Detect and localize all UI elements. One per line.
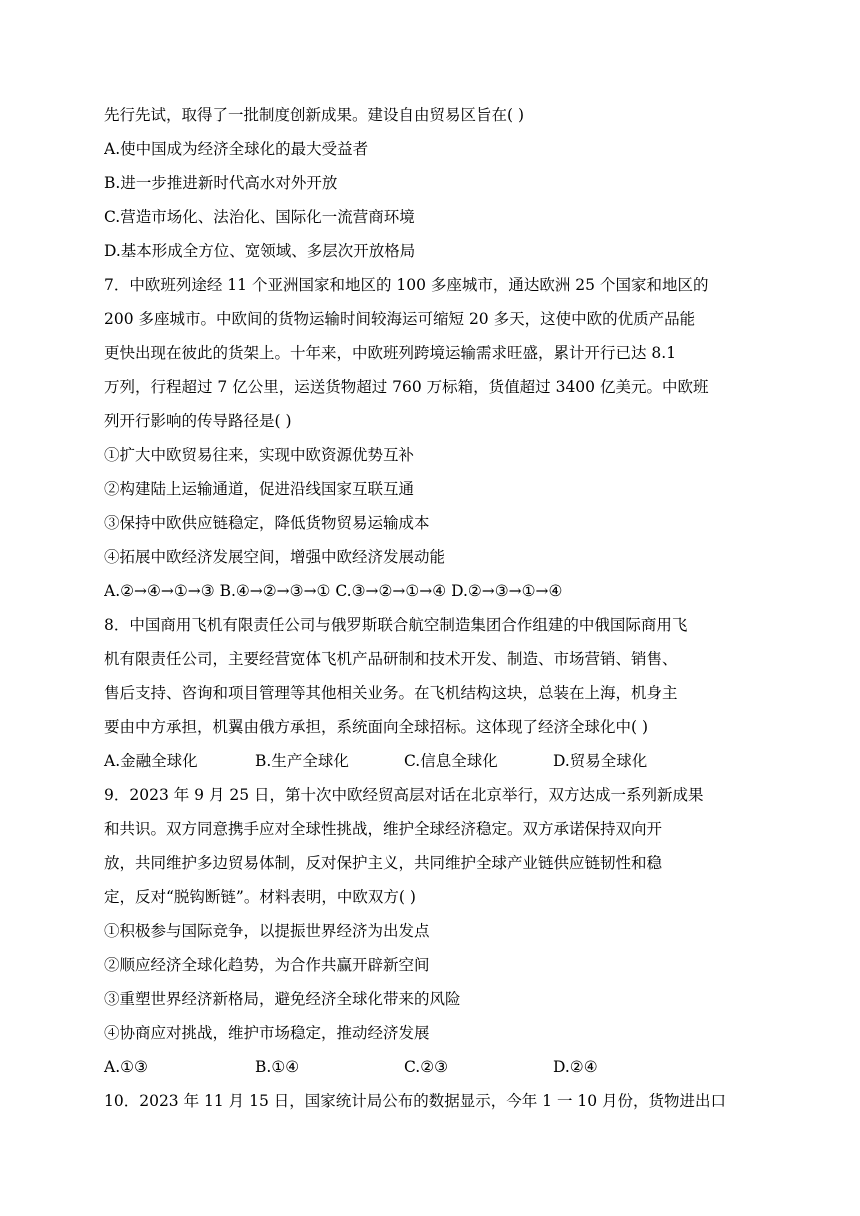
q9-option-a: A.①③ bbox=[104, 1058, 148, 1076]
q8-option-c: C.信息全球化 bbox=[404, 752, 498, 770]
text-line: ①扩大中欧贸易往来，实现中欧资源优势互补 bbox=[104, 446, 415, 464]
question-7-options: A.②→④→①→③ B.④→②→③→① C.③→②→①→④ D.②→③→①→④ bbox=[104, 582, 563, 600]
q8-option-a: A.金融全球化 bbox=[104, 752, 198, 770]
q9-option-d: D.②④ bbox=[553, 1058, 598, 1076]
text-line: D.基本形成全方位、宽领域、多层次开放格局 bbox=[104, 242, 416, 260]
q8-option-b: B.生产全球化 bbox=[255, 752, 349, 770]
question-9-text: 9．2023 年 9 月 25 日，第十次中欧经贸高层对话在北京举行，双方达成一系列新成果 bbox=[104, 786, 704, 804]
q9-option-c: C.②③ bbox=[404, 1058, 449, 1076]
text-line: 机有限责任公司，主要经营宽体飞机产品研制和技术开发、制造、市场营销、销售、 bbox=[104, 650, 678, 668]
text-line: 放，共同维护多边贸易体制，反对保护主义，共同维护全球产业链供应链韧性和稳 bbox=[104, 854, 663, 872]
question-7-text: 7．中欧班列途经 11 个亚洲国家和地区的 100 多座城市，通达欧洲 25 个国家和地区的 bbox=[104, 276, 709, 294]
text-line: ①积极参与国际竞争，以提振世界经济为出发点 bbox=[104, 922, 430, 940]
text-line: 列开行影响的传导路径是( ) bbox=[104, 412, 292, 430]
text-line: ③重塑世界经济新格局，避免经济全球化带来的风险 bbox=[104, 990, 461, 1008]
text-line: ④拓展中欧经济发展空间，增强中欧经济发展动能 bbox=[104, 548, 446, 566]
text-line: C.营造市场化、法治化、国际化一流营商环境 bbox=[104, 208, 415, 226]
text-line: 和共识。双方同意携手应对全球性挑战，维护全球经济稳定。双方承诺保持双向开 bbox=[104, 820, 663, 838]
text-line: 更快出现在彼此的货架上。十年来，中欧班列跨境运输需求旺盛，累计开行已达 8.1 bbox=[104, 344, 677, 362]
question-10-text: 10．2023 年 11 月 15 日，国家统计局公布的数据显示，今年 1 一 10 月份，货物进出口 bbox=[104, 1092, 727, 1110]
q9-option-b: B.①④ bbox=[255, 1058, 300, 1076]
text-line: B.进一步推进新时代高水对外开放 bbox=[104, 174, 338, 192]
text-line: ④协商应对挑战，维护市场稳定，推动经济发展 bbox=[104, 1024, 430, 1042]
text-line: 万列，行程超过 7 亿公里，运送货物超过 760 万标箱，货值超过 3400 亿美元。中欧班 bbox=[104, 378, 709, 396]
text-line: ②构建陆上运输通道，促进沿线国家互联互通 bbox=[104, 480, 415, 498]
text-line: ③保持中欧供应链稳定，降低货物贸易运输成本 bbox=[104, 514, 430, 532]
text-line: ②顺应经济全球化趋势，为合作共赢开辟新空间 bbox=[104, 956, 430, 974]
text-line: 售后支持、咨询和项目管理等其他相关业务。在飞机结构这块，总装在上海，机身主 bbox=[104, 684, 678, 702]
question-8-text: 8．中国商用飞机有限责任公司与俄罗斯联合航空制造集团合作组建的中俄国际商用飞 bbox=[104, 616, 688, 634]
text-line: 定，反对“脱钩断链”。材料表明，中欧双方( ) bbox=[104, 888, 416, 906]
text-line: 200 多座城市。中欧间的货物运输时间较海运可缩短 20 多天，这使中欧的优质产品能 bbox=[104, 310, 696, 328]
text-line: 先行先试，取得了一批制度创新成果。建设自由贸易区旨在( ) bbox=[104, 106, 525, 124]
text-line: 要由中方承担，机翼由俄方承担，系统面向全球招标。这体现了经济全球化中( ) bbox=[104, 718, 649, 736]
q8-option-d: D.贸易全球化 bbox=[553, 752, 648, 770]
text-line: A.使中国成为经济全球化的最大受益者 bbox=[104, 140, 369, 158]
